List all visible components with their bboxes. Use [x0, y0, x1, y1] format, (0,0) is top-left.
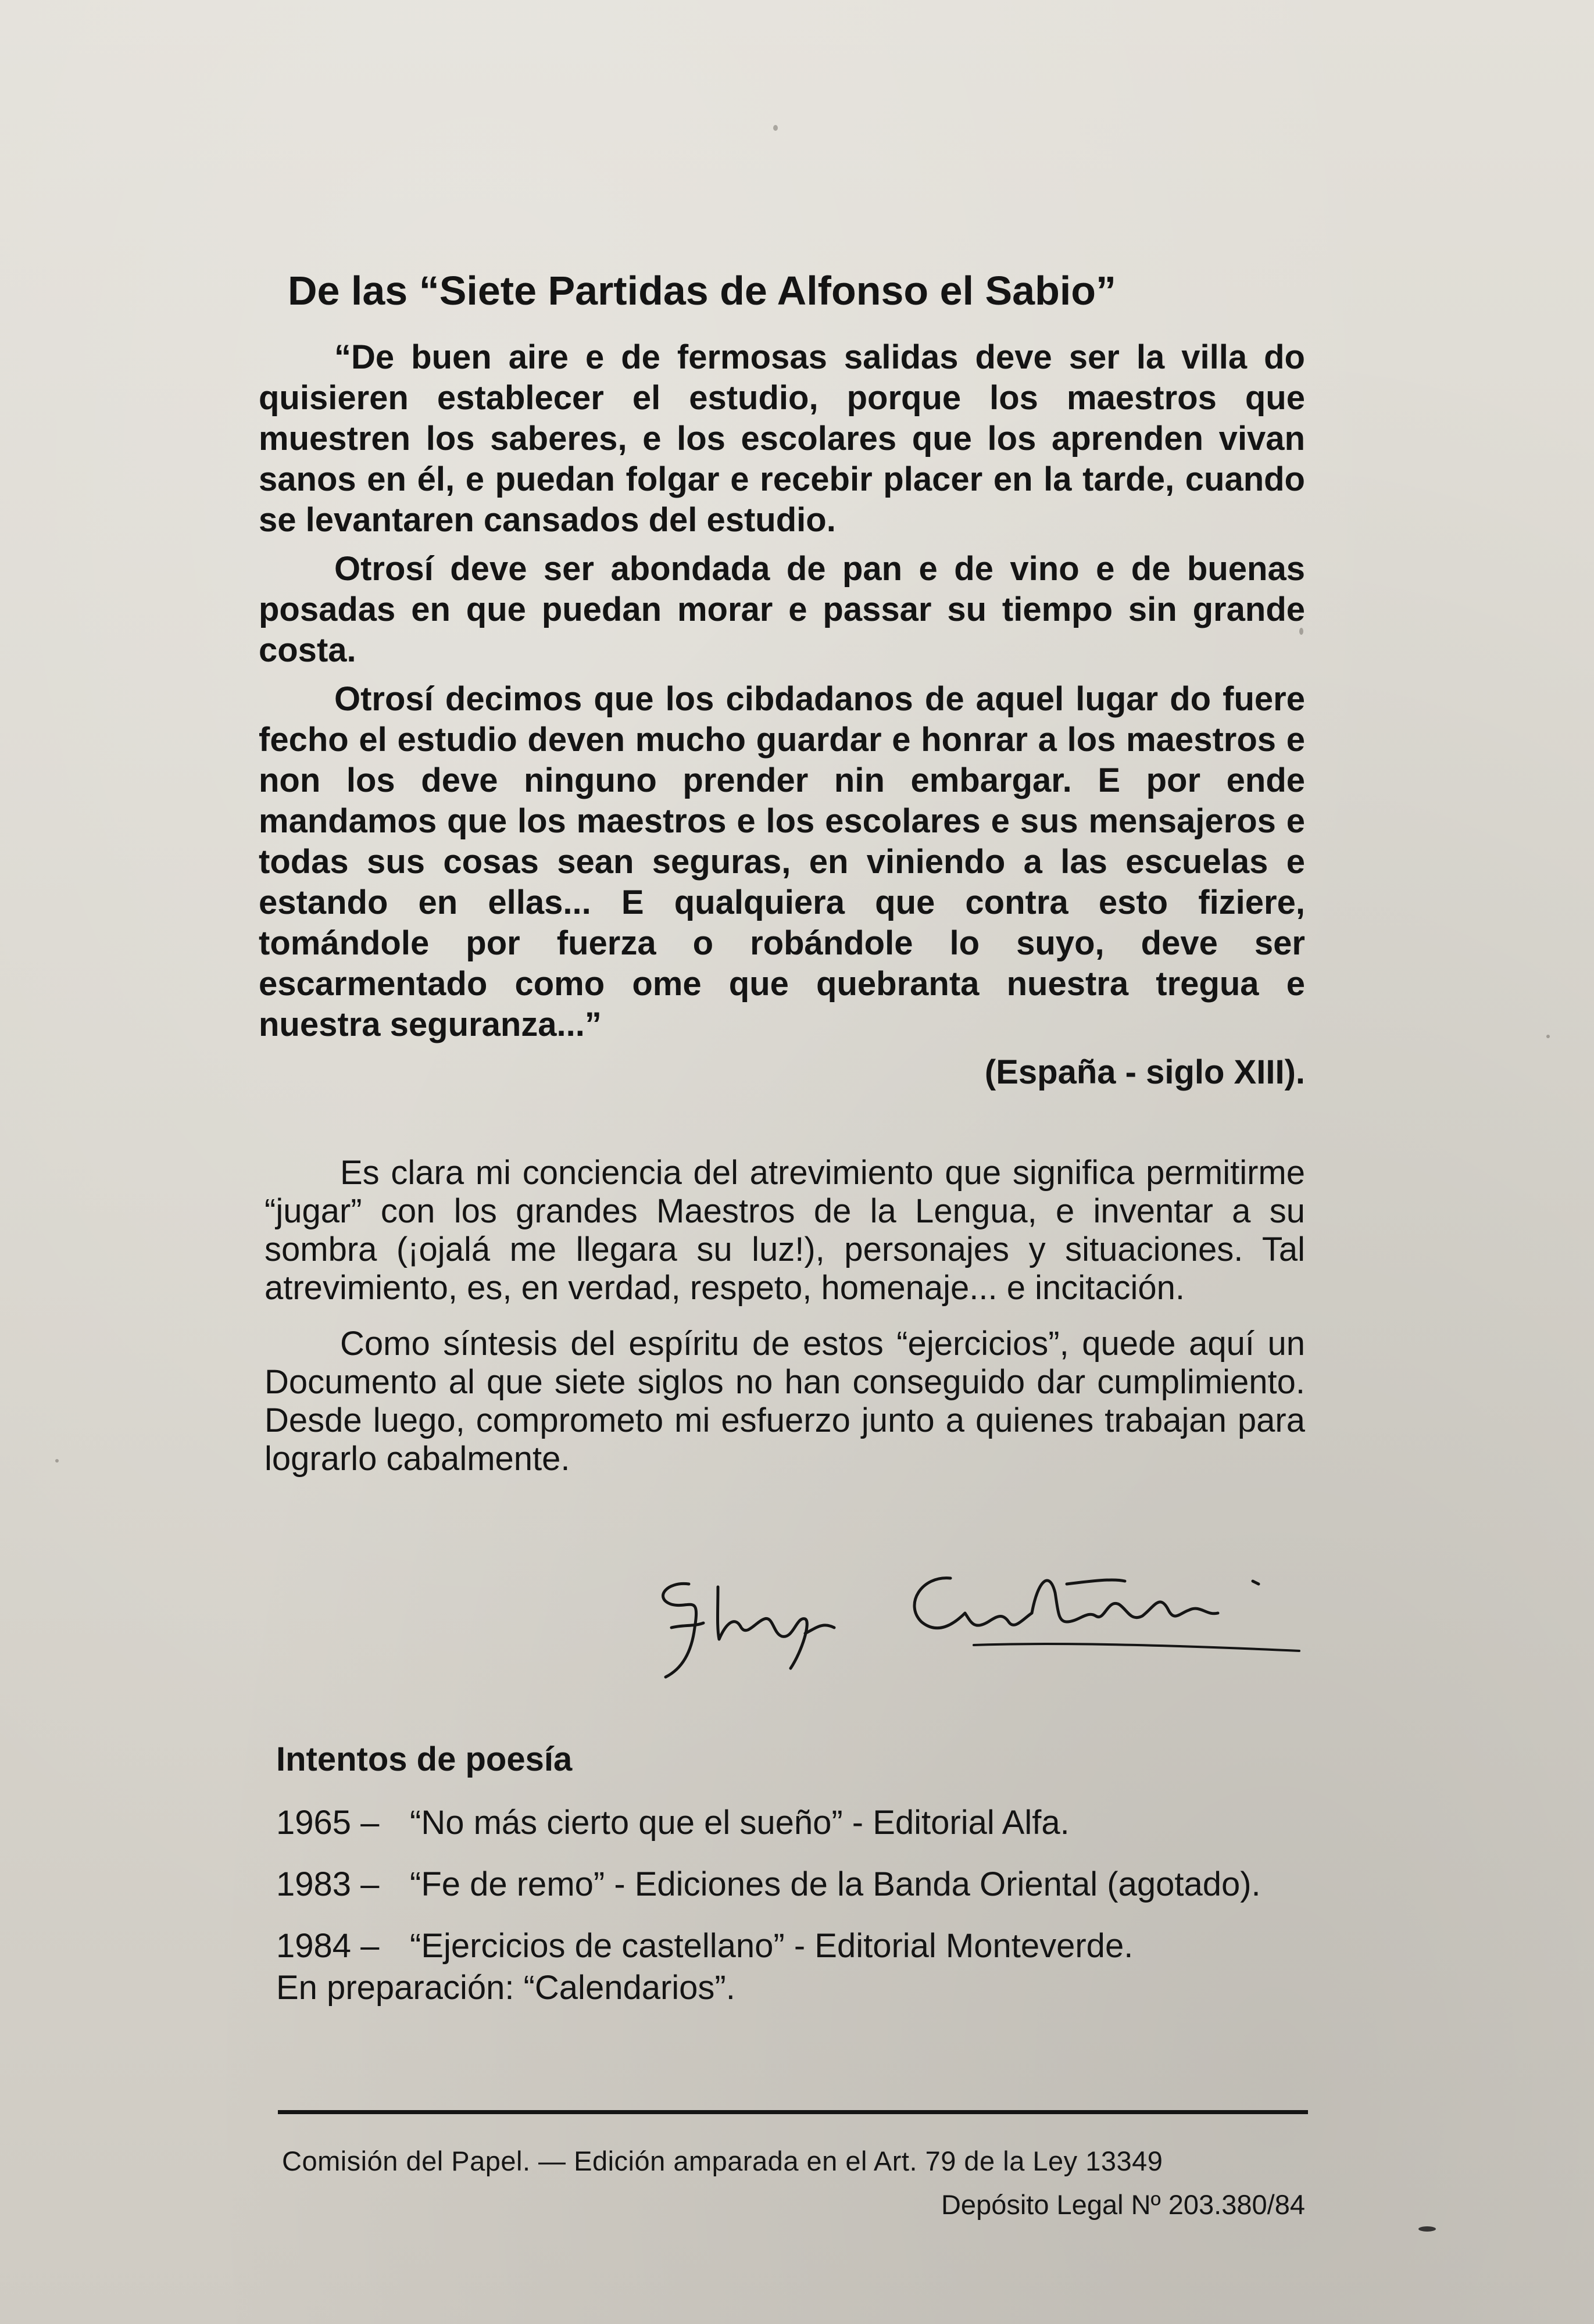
legal-deposit: Depósito Legal Nº 203.380/84	[941, 2189, 1305, 2220]
colophon	[282, 2139, 1305, 2226]
quote-block	[259, 337, 1305, 1053]
publication-text: “Ejercicios de castellano” - Editorial Monteverde.	[410, 1927, 1134, 1965]
author-note	[265, 1154, 1305, 1496]
publication-year: 1965 –	[276, 1804, 380, 1842]
publication-text: “No más cierto que el sueño” - Editorial Alfa.	[410, 1804, 1070, 1842]
publication-item	[276, 1925, 1305, 1967]
publications-list	[276, 1802, 1305, 2009]
publication-year: 1983 –	[276, 1865, 380, 1903]
publication-year: 1984 –	[276, 1927, 380, 1965]
publication-text: “Fe de remo” - Ediciones de la Banda Oriental (agotado).	[410, 1865, 1261, 1903]
paper-speck	[773, 125, 778, 131]
footer-divider	[278, 2110, 1308, 2114]
note-paragraph: Como síntesis del espíritu de estos “ejercicios”, quede aquí un Documento al que siete siglos no han conseguido dar cumplimiento. Desde luego, comprometo mi esfuerzo junto a quienes trabajan para lograrlo cabalmente.	[265, 1325, 1305, 1478]
publication-item	[276, 1802, 1305, 1844]
paper-speck	[1546, 1035, 1550, 1038]
paper-speck	[1418, 2226, 1436, 2232]
quote-attribution: (España - siglo XIII).	[984, 1053, 1305, 1091]
publication-item	[276, 1864, 1305, 1905]
quote-paragraph: Otrosí decimos que los cibdadanos de aquel lugar do fuere fecho el estudio deven mucho guardar e honrar a los maestros e non los deve ninguno prender nin embargar. E por ende mandamos que los maestros e los escolares e sus mensajeros e todas sus cosas sean seguras, en viniendo a las escuelas e estando en ellas... E qualquiera que contra esto fiziere, tomándole por fuerza o robándole lo suyo, deve ser escarmentado como ome que quebranta nuestra tregua e nuestra seguranza...”	[259, 680, 1305, 1043]
handwritten-signature	[648, 1558, 1308, 1686]
note-paragraph: Es clara mi conciencia del atrevimiento que significa permitirme “jugar” con los grandes Maestros de la Lengua, e inventar a su sombra (¡ojalá me llegara su luz!), personajes y situaciones. Tal atrevimiento, es, en verdad, respeto, homenaje... e incitación.	[265, 1154, 1305, 1307]
paper-speck	[55, 1459, 59, 1463]
page-title: De las “Siete Partidas de Alfonso el Sabio”	[288, 268, 1117, 313]
quote-paragraph: Otrosí deve ser abondada de pan e de vino e de buenas posadas en que puedan morar e passar su tiempo sin grande costa.	[259, 550, 1305, 669]
quote-paragraph: “De buen aire e de fermosas salidas deve ser la villa do quisieren establecer el estudio, porque los maestros que muestren los saberes, e los escolares que los aprenden vivan sanos en él, e puedan folgar e recebir placer en la tarde, cuando se levantaren cansados del estudio.	[259, 338, 1305, 539]
in-preparation-note: En preparación: “Calendarios”.	[276, 1969, 735, 2007]
colophon-line: Comisión del Papel. — Edición amparada en el Art. 79 de la Ley 13349	[282, 2146, 1163, 2176]
publications-heading: Intentos de poesía	[276, 1740, 573, 1778]
